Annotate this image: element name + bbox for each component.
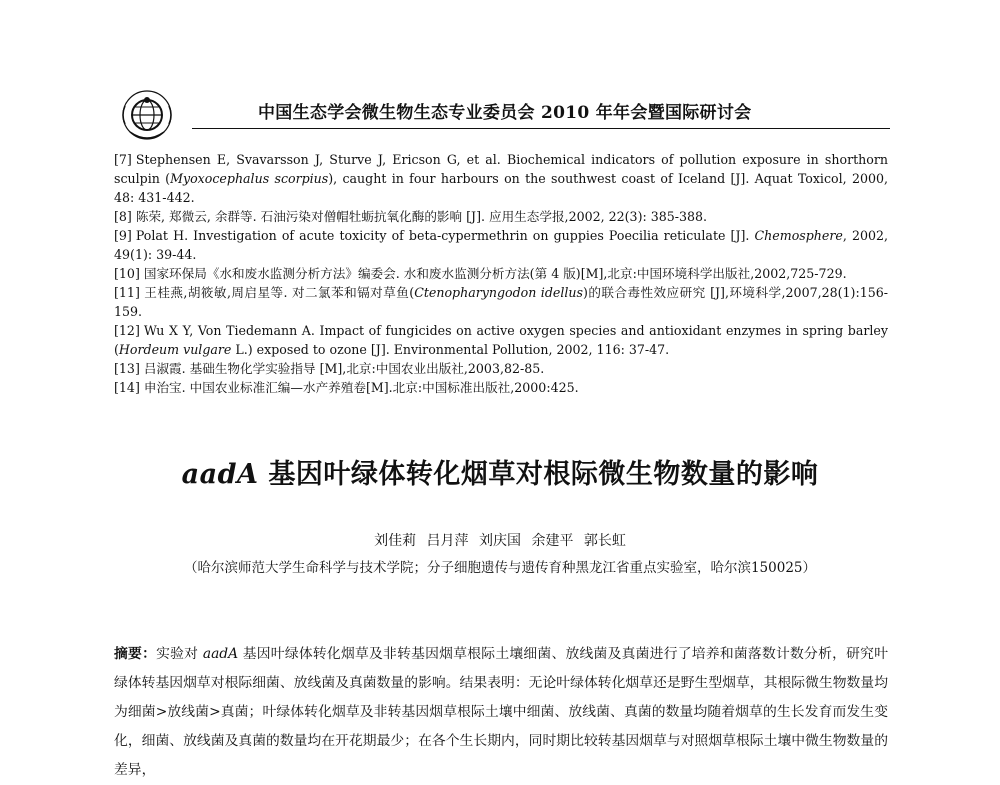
affiliation: （哈尔滨师范大学生命科学与技术学院；分子细胞遗传与遗传育种黑龙江省重点实验室，哈尔滨150025）	[183, 560, 817, 576]
conference-title: 中国生态学会微生物生态专业委员会 2010 年年会暨国际研讨会	[258, 103, 752, 123]
reference-number: [10]	[114, 266, 140, 281]
reference-number: [13]	[114, 361, 140, 376]
title-gene-name: aadA	[181, 459, 259, 490]
abstract-text: 基因叶绿体转化烟草及非转基因烟草根际土壤细菌、放线菌及真菌进行了培养和菌落数计数分析，研究叶绿体转基因烟草对根际细菌、放线菌及真菌数量的影响。结果表明：无论叶绿体转化烟草还是野生型烟草，其根际微生物数量均为细菌>放线菌>真菌；叶绿体转化烟草及非转基因烟草根际土壤中细菌、放线菌、真菌的数量均随着烟草的生长发育而发生变化，细菌、放线菌及真菌的数量均在开花期最少；在各个生长期内，同时期比较转基因烟草与对照烟草根际土壤中微生物数量的差异，	[114, 646, 889, 778]
reference-item: [10] 国家环保局《水和废水监测分析方法》编委会. 水和废水监测分析方法(第 4 版)[M],北京:中国环境科学出版社,2002,725-729.	[114, 266, 847, 281]
reference-item: [13] 吕淑霞. 基础生物化学实验指导 [M],北京:中国农业出版社,2003,82-85.	[114, 361, 545, 376]
abstract: 摘要：实验对 aadA 基因叶绿体转化烟草及非转基因烟草根际土壤细菌、放线菌及真菌进行了培养和菌落数计数分析，研究叶绿体转基因烟草对根际细菌、放线菌及真菌数量的影响。结果表明：无论叶绿体转化烟草还是野生型烟草，其根际微生物数量均为细菌>放线菌>真菌；叶绿体转化烟草及非转基因烟草根际土壤中细菌、放线菌、真菌的数量均随着烟草的生长发育而发生变化，细菌、放线菌及真菌的数量均在开花期最少；在各个生长期内，同时期比较转基因烟草与对照烟草根际土壤中微生物数量的差异，	[114, 646, 889, 778]
reference-item: [7] Stephensen E, Svavarsson J, Sturve J, Ericson G, et al. Biochemical indicators of pollution exposure in shorthorn sculpin (Myoxocephalus scorpius), caught in four harbours on the southwest coast of Iceland [J]. Aquat Toxicol, 2000, 48: 431-442.	[114, 152, 888, 205]
conference-logo-icon	[108, 88, 186, 142]
reference-item: [9] Polat H. Investigation of acute toxicity of beta-cypermethrin on guppies Poecilia reticulate [J]. Chemosphere, 2002, 49(1): 39-44.	[114, 228, 889, 262]
reference-number: [12]	[114, 323, 140, 338]
author-list: 刘佳莉 吕月萍 刘庆国 余建平 郭长虹	[374, 533, 626, 549]
reference-number: [9]	[114, 228, 132, 243]
reference-number: [8]	[114, 209, 132, 224]
abstract-gene-name: aadA	[202, 646, 239, 662]
reference-number: [7]	[114, 152, 132, 167]
reference-list	[114, 150, 888, 397]
reference-number: [11]	[114, 285, 140, 300]
header-rule	[192, 128, 890, 129]
reference-item: [12] Wu X Y, Von Tiedemann A. Impact of fungicides on active oxygen species and antioxidant enzymes in spring barley (Hordeum vulgare L.) exposed to ozone [J]. Environmental Pollution, 2002, 116: 37-47.	[114, 323, 888, 357]
reference-item: [14] 申治宝. 中国农业标准汇编—水产养殖卷[M].北京:中国标准出版社,2000:425.	[114, 380, 579, 395]
reference-item: [8] 陈荣, 郑微云, 余群等. 石油污染对僧帽牡蛎抗氧化酶的影响 [J]. 应用生态学报,2002, 22(3): 385-388.	[114, 209, 708, 224]
abstract-label: 摘要：	[114, 646, 157, 662]
title-text: 基因叶绿体转化烟草对根际微生物数量的影响	[258, 459, 819, 490]
reference-number: [14]	[114, 380, 140, 395]
reference-item: [11] 王桂燕,胡筱敏,周启星等. 对二氯苯和镉对草鱼(Ctenopharyngodon idellus)的联合毒性效应研究 [J],环境科学,2007,28(1):156-159.	[114, 285, 888, 319]
article-title	[0, 452, 1000, 491]
running-header	[108, 88, 890, 144]
